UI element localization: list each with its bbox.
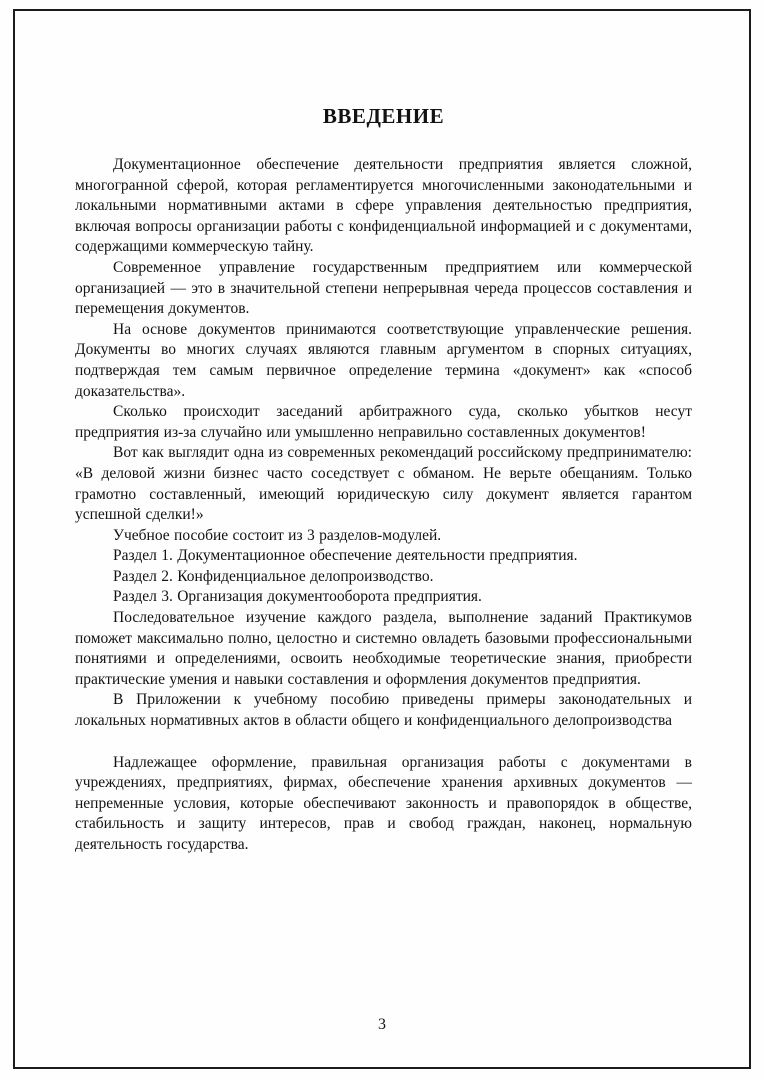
paragraph-3: На основе документов принимаются соответствующие управленческие решения. Документы во многих случаях являются главным аргументом в спорных ситуациях, подтверждая тем самым первичное определение термина «документ» как «способ доказательства». [75, 320, 692, 400]
paragraph-12: Надлежащее оформление, правильная организация работы с документами в учреждениях, предприятиях, фирмах, обеспечение хранения архивных документов — непременные условия, которые обеспечивают законность и правопорядок в обществе, стабильность и защиту интересов, прав и свобод граждан, наконец, нормальную деятельность государства. [75, 753, 692, 853]
paragraph-6: Учебное пособие состоит из 3 разделов-модулей. [113, 526, 442, 544]
paragraph-7: Раздел 1. Документационное обеспечение деятельности предприятия. [113, 547, 578, 565]
page-content [75, 104, 692, 856]
page-title: ВВЕДЕНИЕ [322, 104, 445, 128]
paragraph-2: Современное управление государственным предприятием или коммерческой организацией — это в значительной степени непрерывная череда процессов составления и перемещения документов. [75, 258, 692, 318]
paragraph-10: Последовательное изучение каждого раздела, выполнение заданий Практикумов поможет максимально полно, целостно и системно овладеть базовыми профессиональными понятиями и определениями, освоить необходимые теоретические знания, приобрести практические умения и навыки составления и оформления документов предприятия. [75, 609, 692, 688]
paragraph-9: Раздел 3. Организация документооборота предприятия. [113, 588, 482, 606]
paragraph-4: Сколько происходит заседаний арбитражного суда, сколько убытков несут предприятия из-за случайно или умышленно неправильно составленных документов! [75, 403, 692, 441]
paragraph-5: Вот как выглядит одна из современных рекомендаций российскому предпринимателю: «В деловой жизни бизнес часто соседствует с обманом. Не верьте обещаниям. Только грамотно составленный, имеющий юридическую силу документ является гарантом успешной сделки!» [75, 444, 692, 524]
paragraph-8: Раздел 2. Конфиденциальное делопроизводство. [113, 567, 434, 585]
paragraph-11: В Приложении к учебному пособию приведены примеры законодательных и локальных нормативных актов в области общего и конфиденциального делопроизводства [75, 691, 692, 730]
page-number: 3 [378, 1016, 386, 1033]
paragraph-1: Документационное обеспечение деятельности предприятия является сложной, многогранной сферой, которая регламентируется многочисленными законодательными и локальными нормативными актами в сфере управления деятельностью предприятия, включая вопросы организации работы с конфиденциальной информацией и с документами, содержащими коммерческую тайну. [75, 156, 692, 256]
